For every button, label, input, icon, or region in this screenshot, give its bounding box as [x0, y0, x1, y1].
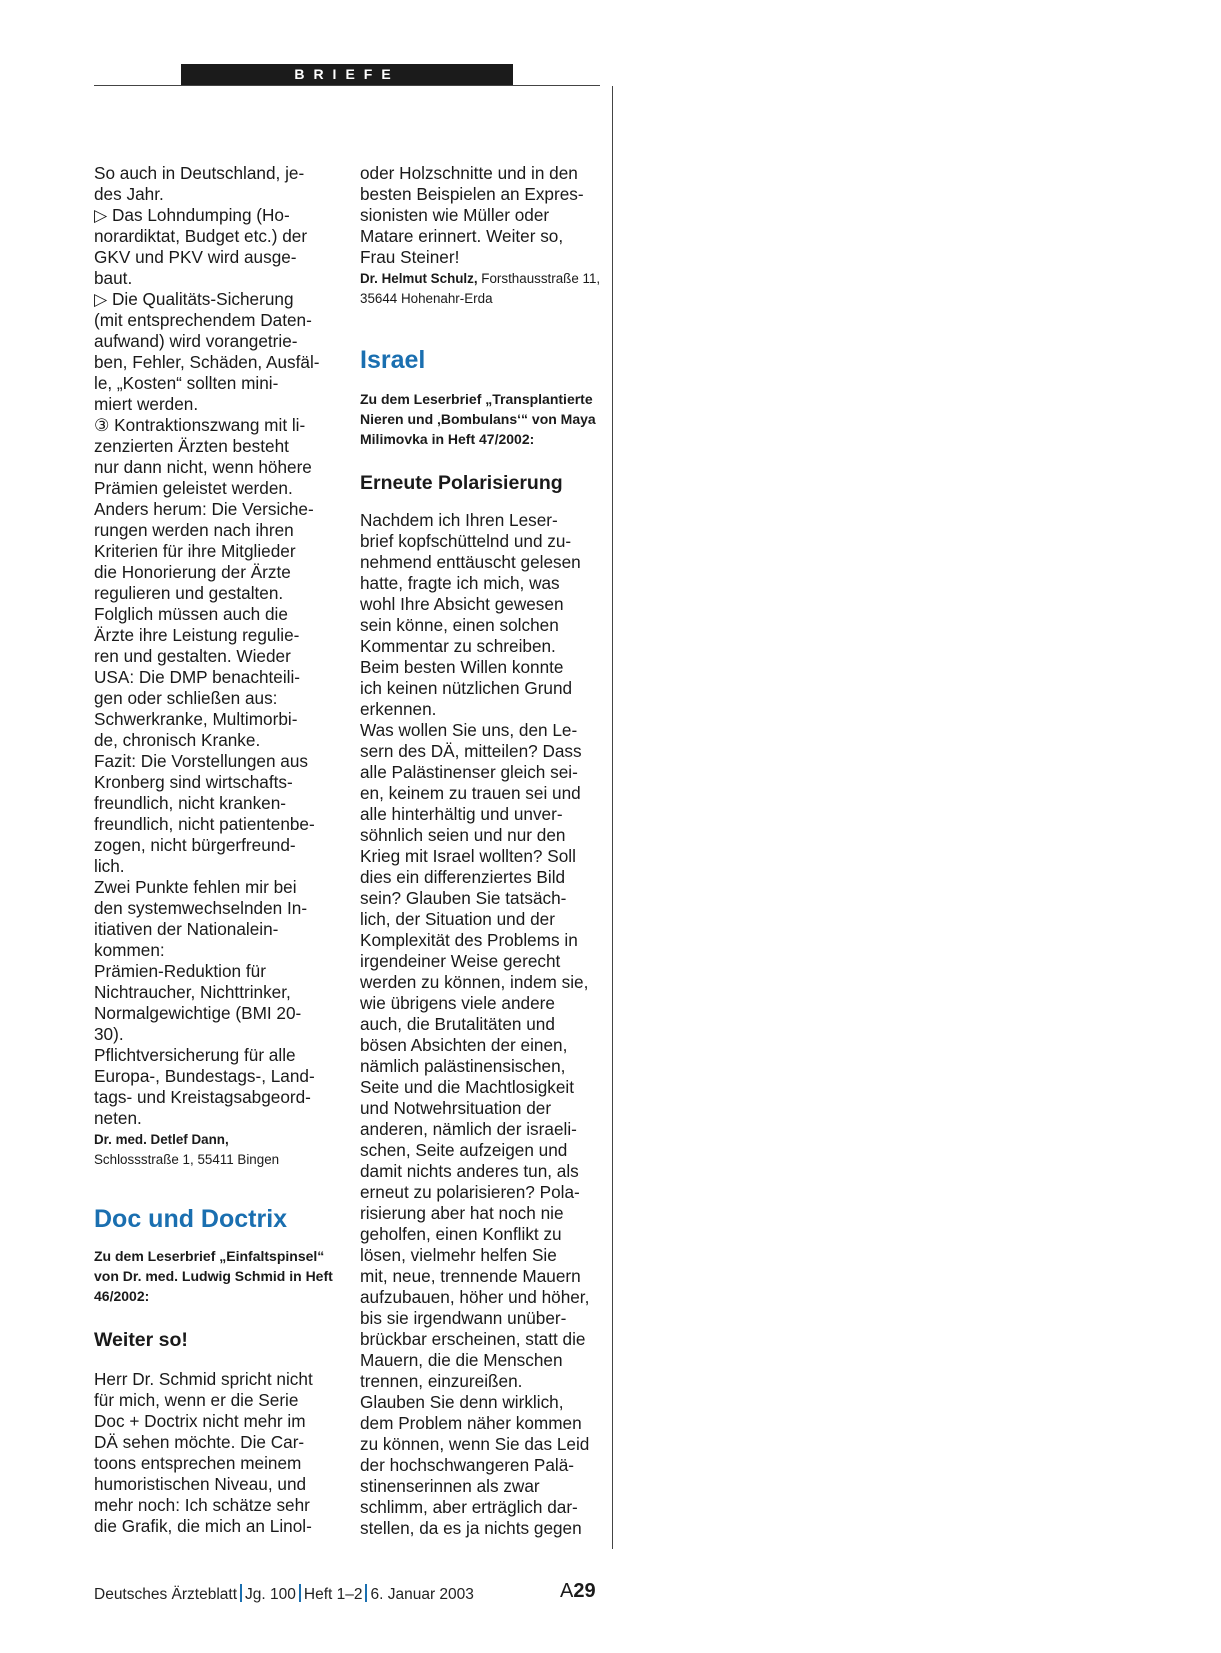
- section-header-bar: [181, 64, 513, 85]
- text-line: freundlich, nicht patientenbe-: [94, 814, 315, 834]
- text-line: freundlich, nicht kranken-: [94, 793, 287, 813]
- text-line: GKV und PKV wird ausge-: [94, 247, 297, 267]
- text-line: ben, Fehler, Schäden, Ausfäl-: [94, 352, 320, 372]
- letter-signature: [360, 269, 605, 289]
- footer-date: 6. Januar 2003: [370, 1586, 474, 1603]
- letter-signature-address: Schlossstraße 1, 55411 Bingen: [94, 1152, 280, 1167]
- letter-signature-name: Dr. Helmut Schulz,: [360, 271, 478, 286]
- text-line: en, keinem zu trauen sei und: [360, 783, 581, 803]
- text-line: trennen, einzureißen.: [360, 1371, 523, 1391]
- text-line: Glauben Sie denn wirklich,: [360, 1392, 564, 1412]
- text-line: sern des DÄ, mitteilen? Dass: [360, 741, 582, 761]
- text-line: geholfen, einen Konflikt zu: [360, 1224, 562, 1244]
- text-line: itiativen der Nationalein-: [94, 919, 279, 939]
- text-line: auch, die Brutalitäten und: [360, 1014, 555, 1034]
- section-header-label: BRIEFE: [294, 66, 400, 82]
- text-line: lich, der Situation und der: [360, 909, 555, 929]
- text-line: aufzubauen, höher und höher,: [360, 1287, 590, 1307]
- letter-signature-name: Dr. med. Detlef Dann,: [94, 1132, 229, 1147]
- section-title-israel: Israel: [360, 346, 426, 374]
- text-line: neten.: [94, 1108, 142, 1128]
- text-line: sein könne, einen solchen: [360, 615, 559, 635]
- text-line: nämlich palästinensischen,: [360, 1056, 566, 1076]
- letter-paragraph: [360, 163, 605, 268]
- footer-journal: Deutsches Ärzteblatt: [94, 1586, 238, 1603]
- text-line: Kommentar zu schreiben.: [360, 636, 556, 656]
- letter-intro: [94, 1246, 344, 1306]
- column-left: [94, 163, 344, 1537]
- text-line: von Dr. med. Ludwig Schmid in Heft: [94, 1268, 333, 1284]
- column-right: [360, 163, 605, 1539]
- text-line: ③ Kontraktionszwang mit li-: [94, 415, 306, 435]
- text-line: Mauern, die die Menschen: [360, 1350, 563, 1370]
- text-line: anderen, nämlich der israeli-: [360, 1119, 577, 1139]
- footer-separator: [240, 1584, 242, 1602]
- text-line: den systemwechselnden In-: [94, 898, 308, 918]
- text-line: Normalgewichtige (BMI 20-: [94, 1003, 302, 1023]
- text-line: miert werden.: [94, 394, 199, 414]
- text-line: söhnlich seien und nur den: [360, 825, 566, 845]
- text-line: baut.: [94, 268, 133, 288]
- text-line: dem Problem näher kommen: [360, 1413, 582, 1433]
- text-line: mit, neue, trennende Mauern: [360, 1266, 581, 1286]
- text-line: alle hinterhältig und unver-: [360, 804, 563, 824]
- text-line: mehr noch: Ich schätze sehr: [94, 1495, 310, 1515]
- text-line: ich keinen nützlichen Grund: [360, 678, 573, 698]
- text-line: und Notwehrsituation der: [360, 1098, 552, 1118]
- text-line: ▷ Die Qualitäts-Sicherung: [94, 289, 294, 309]
- text-line: 30).: [94, 1024, 124, 1044]
- text-line: die Grafik, die mich an Linol-: [94, 1516, 312, 1536]
- text-line: stinenserinnen als zwar: [360, 1476, 540, 1496]
- letter-signature-address-city: 35644 Hohenahr-Erda: [360, 291, 493, 306]
- text-line: zu können, wenn Sie das Leid: [360, 1434, 590, 1454]
- text-line: hatte, fragte ich mich, was: [360, 573, 560, 593]
- text-line: norardiktat, Budget etc.) der: [94, 226, 308, 246]
- text-line: bösen Absichten der einen,: [360, 1035, 568, 1055]
- text-line: die Honorierung der Ärzte: [94, 562, 291, 582]
- text-line: bis sie irgendwann unüber-: [360, 1308, 567, 1328]
- text-line: stellen, da es ja nichts gegen: [360, 1518, 582, 1538]
- text-line: sein? Glauben Sie tatsäch-: [360, 888, 567, 908]
- page-prefix: A: [560, 1580, 574, 1602]
- text-line: Nieren und ‚Bombulans‘“ von Maya: [360, 411, 596, 427]
- text-line: Fazit: Die Vorstellungen aus: [94, 751, 309, 771]
- text-line: Frau Steiner!: [360, 247, 460, 267]
- footer-separator: [299, 1584, 301, 1602]
- text-line: Pflichtversicherung für alle: [94, 1045, 296, 1065]
- text-line: kommen:: [94, 940, 165, 960]
- text-line: Doc + Doctrix nicht mehr im: [94, 1411, 306, 1431]
- text-line: werden zu können, indem sie,: [360, 972, 589, 992]
- text-line: erkennen.: [360, 699, 437, 719]
- text-line: sionisten wie Müller oder: [360, 205, 550, 225]
- text-line: Krieg mit Israel wollten? Soll: [360, 846, 576, 866]
- text-line: USA: Die DMP benachteili-: [94, 667, 301, 687]
- text-line: schen, Seite aufzeigen und: [360, 1140, 568, 1160]
- text-line: brief kopfschüttelnd und zu-: [360, 531, 572, 551]
- letter-signature-address: Forsthausstraße 11,: [481, 271, 601, 286]
- text-line: Europa-, Bundestags-, Land-: [94, 1066, 315, 1086]
- text-line: Zwei Punkte fehlen mir bei: [94, 877, 297, 897]
- text-line: irgendeiner Weise gerecht: [360, 951, 561, 971]
- text-line: oder Holzschnitte und in den: [360, 163, 578, 183]
- letter-paragraph: [360, 510, 605, 1539]
- text-line: So auch in Deutschland, je-: [94, 163, 305, 183]
- text-line: regulieren und gestalten.: [94, 583, 284, 603]
- text-line: Zu dem Leserbrief „Transplantierte: [360, 391, 593, 407]
- text-line: brückbar erscheinen, statt die: [360, 1329, 586, 1349]
- column-rule: [612, 86, 613, 1549]
- footer-separator: [365, 1584, 367, 1602]
- text-line: zogen, nicht bürgerfreund-: [94, 835, 296, 855]
- page-number-value: 29: [573, 1580, 596, 1602]
- text-line: Prämien-Reduktion für: [94, 961, 266, 981]
- text-line: lich.: [94, 856, 125, 876]
- letter-paragraph: [94, 289, 344, 415]
- text-line: DÄ sehen möchte. Die Car-: [94, 1432, 305, 1452]
- page-number: [560, 1580, 596, 1603]
- text-line: nehmend enttäuscht gelesen: [360, 552, 581, 572]
- text-line: damit nichts anderes tun, als: [360, 1161, 579, 1181]
- text-line: zenzierten Ärzten besteht: [94, 436, 289, 456]
- header-rule: [94, 85, 600, 86]
- text-line: Komplexität des Problems in: [360, 930, 578, 950]
- footer-volume: Jg. 100: [245, 1586, 296, 1603]
- text-line: Milimovka in Heft 47/2002:: [360, 431, 535, 447]
- letter-paragraph: [94, 415, 344, 1129]
- text-line: der hochschwangeren Palä-: [360, 1455, 575, 1475]
- text-line: nur dann nicht, wenn höhere: [94, 457, 312, 477]
- text-line: 46/2002:: [94, 1288, 150, 1304]
- letter-intro: [360, 389, 605, 449]
- text-line: erneut zu polarisieren? Pola-: [360, 1182, 580, 1202]
- text-line: rungen werden nach ihren: [94, 520, 294, 540]
- text-line: Anders herum: Die Versiche-: [94, 499, 314, 519]
- text-line: Prämien geleistet werden.: [94, 478, 293, 498]
- text-line: des Jahr.: [94, 184, 164, 204]
- text-line: ▷ Das Lohndumping (Ho-: [94, 205, 290, 225]
- text-line: Seite und die Machtlosigkeit: [360, 1077, 575, 1097]
- section-title-doc-und-doctrix: Doc und Doctrix: [94, 1205, 288, 1233]
- text-line: Kriterien für ihre Mitglieder: [94, 541, 296, 561]
- text-line: Folglich müssen auch die: [94, 604, 288, 624]
- footer-issue: Heft 1–2: [303, 1586, 363, 1603]
- text-line: (mit entsprechendem Daten-: [94, 310, 312, 330]
- text-line: alle Palästinenser gleich sei-: [360, 762, 578, 782]
- text-line: ren und gestalten. Wieder: [94, 646, 291, 666]
- text-line: toons entsprechen meinem: [94, 1453, 302, 1473]
- text-line: Schwerkranke, Multimorbi-: [94, 709, 298, 729]
- text-line: Ärzte ihre Leistung regulie-: [94, 625, 300, 645]
- letter-headline: Erneute Polarisierung: [360, 472, 563, 494]
- letter-paragraph: [94, 205, 344, 289]
- text-line: für mich, wenn er die Serie: [94, 1390, 299, 1410]
- text-line: humoristischen Niveau, und: [94, 1474, 307, 1494]
- page-footer: [94, 1584, 604, 1604]
- text-line: schlimm, aber erträglich dar-: [360, 1497, 578, 1517]
- text-line: gen oder schließen aus:: [94, 688, 278, 708]
- text-line: dies ein differenziertes Bild: [360, 867, 566, 887]
- text-line: tags- und Kreistagsabgeord-: [94, 1087, 311, 1107]
- text-line: de, chronisch Kranke.: [94, 730, 261, 750]
- text-line: le, „Kosten“ sollten mini-: [94, 373, 279, 393]
- letter-headline: Weiter so!: [94, 1329, 188, 1351]
- text-line: wie übrigens viele andere: [360, 993, 555, 1013]
- text-line: wohl Ihre Absicht gewesen: [360, 594, 564, 614]
- letter-paragraph: [94, 1369, 344, 1537]
- text-line: Beim besten Willen konnte: [360, 657, 564, 677]
- text-line: Kronberg sind wirtschafts-: [94, 772, 293, 792]
- text-line: Zu dem Leserbrief „Einfaltspinsel“: [94, 1248, 325, 1264]
- text-line: Herr Dr. Schmid spricht nicht: [94, 1369, 313, 1389]
- text-line: aufwand) wird vorangetrie-: [94, 331, 298, 351]
- letter-paragraph: [94, 163, 344, 205]
- text-line: Nichtraucher, Nichttrinker,: [94, 982, 291, 1002]
- text-line: lösen, vielmehr helfen Sie: [360, 1245, 557, 1265]
- text-line: risierung aber hat noch nie: [360, 1203, 564, 1223]
- text-line: Matare erinnert. Weiter so,: [360, 226, 564, 246]
- text-line: Nachdem ich Ihren Leser-: [360, 510, 558, 530]
- text-line: besten Beispielen an Expres-: [360, 184, 584, 204]
- text-line: Was wollen Sie uns, den Le-: [360, 720, 578, 740]
